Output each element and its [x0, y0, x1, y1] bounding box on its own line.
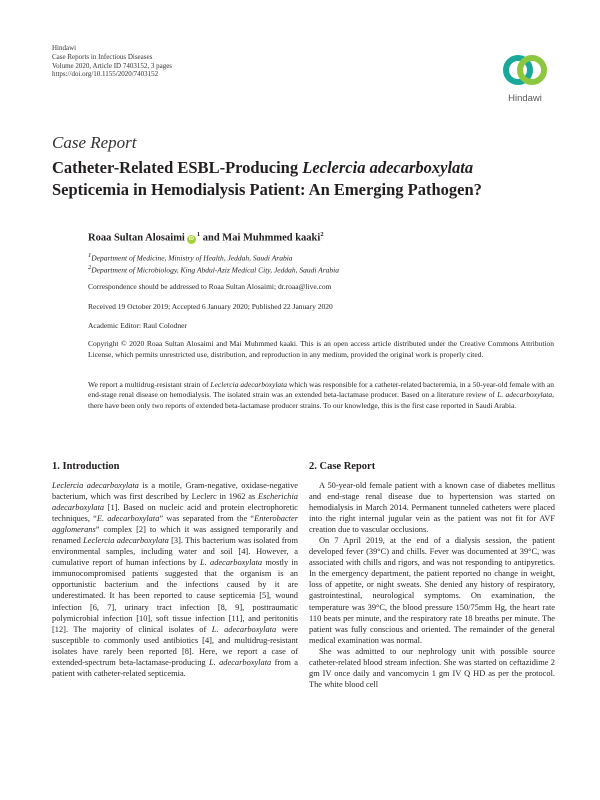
affiliation-text: Department of Microbiology, King Abdul-Aziz Medical City, Jeddah, Saudi Arabia	[91, 265, 340, 275]
affiliation-text: Department of Medicine, Ministry of Health, Jeddah, Saudi Arabia	[91, 253, 293, 263]
intro-paragraph: Leclercia adecarboxylata is a motile, Gram-negative, oxidase-negative bacterium, which was first described by Leclerc in 1962 as Escherichia adecarboxylata [1]. Based on nucleic acid and protein electrophoretic techniques, “E. adecarboxylata” was separated from the “Enterobacter agglomerans” complex [2] to which it was assigned temporarily and renamed Leclercia adecarboxylata [3]. This bacterium was isolated from environmental samples, including water and soil [4]. However, a cumulative report of human infections by L. adecarboxylata mostly in immunocompromised patients suggested that the organism is an opportunistic bacterium and the infections caused by it are underestimated. It has been reported to cause septicemia [5], wound infection [6, 7], urinary tract infection [8, 9], posttraumatic polymicrobial infection [10], soft tissue infection [11], and peritonitis [12]. The majority of clinical isolates of L. adecarboxylata were susceptible to commonly used antibiotics [4], and multidrug-resistant isolates have rarely been reported [8]. Here, we report a case of extended-spectrum beta-lactamase-producing L. adecarboxylata from a patient with catheter-related septicemia.	[52, 481, 298, 678]
affiliation	[88, 252, 558, 263]
orcid-icon[interactable]: iD	[188, 235, 194, 242]
section-heading-case-report: 2. Case Report	[309, 461, 376, 472]
abstract	[88, 380, 554, 411]
case-paragraph: A 50-year-old female patient with a known case of diabetes mellitus and end-stage renal disease due to hypertension was started on hemodialysis in March 2014. Permanent tunneled catheters were placed into the right internal jugular vein as the patient was not fit for AVF creation due to vascular occlusions.	[309, 481, 555, 535]
author-sup: 1	[196, 231, 201, 238]
author-connector: and	[200, 232, 223, 244]
case-report-column	[309, 480, 555, 690]
hindawi-logo-icon	[500, 50, 550, 92]
abstract-italic: Leclercia adecarboxylata	[210, 380, 288, 389]
affiliation	[88, 264, 558, 275]
correspondence: Correspondence should be addressed to Roaa Sultan Alosaimi; dr.roaa@live.com	[88, 282, 332, 291]
title-line1-italic: Leclercia adecarboxylata	[302, 158, 474, 177]
article-title	[52, 157, 572, 201]
title-line2: Septicemia in Hemodialysis Patient: An Emerging Pathogen?	[52, 180, 482, 199]
academic-editor: Academic Editor: Raul Colodner	[88, 321, 187, 330]
abstract-text: which was responsible for a catheter-related bacteremia, in a 50-year-old female with an end-stage renal disease on hemodialysis. The isolated strain was an extended beta-lactamase producer. Based on a literature review of	[88, 380, 554, 400]
copyright-notice: Copyright © 2020 Roaa Sultan Alosaimi and Mai Muhmmed kaaki. This is an open access article distributed under the Creative Commons Attribution License, which permits unrestricted use, distribution, and reproduction in any medium, provided the original work is properly cited.	[88, 339, 554, 359]
journal-info	[52, 44, 172, 79]
title-line1-prefix: Catheter-Related ESBL-Producing	[52, 158, 303, 177]
author-list	[88, 231, 324, 244]
author-name: Roaa Sultan Alosaimi	[88, 232, 185, 244]
affiliation-sup: 1	[88, 252, 92, 259]
abstract-italic: L. adecarboxylata	[497, 390, 553, 400]
author-sup: 2	[320, 231, 324, 238]
abstract-text: , there have been only two reports of extended beta-lactamase producer strains. To our knowledge, this is the first case reported in Saudi Arabia.	[88, 390, 555, 410]
introduction-column	[52, 480, 298, 679]
hindawi-logo	[500, 50, 550, 104]
publisher-name: Hindawi	[52, 44, 77, 52]
volume-info: Volume 2020, Article ID 7403152, 3 pages	[52, 61, 173, 70]
abstract-text: We report a multidrug-resistant strain of	[88, 380, 211, 389]
case-paragraph: She was admitted to our nephrology unit with possible source catheter-related blood stream infection. She was started on ceftazidime 2 gm IV once daily and vancomycin 1 gm IV Q HD as per the protocol. The white blood cell	[309, 646, 555, 689]
hindawi-logo-text: Hindawi	[508, 93, 542, 104]
affiliation-sup: 2	[88, 264, 92, 271]
author-name: Mai Muhmmed kaaki	[222, 232, 321, 244]
case-paragraph: On 7 April 2019, at the end of a dialysis session, the patient developed fever (39°C) and chills. Fever was documented at 39°C, was associated with chills and rigors, and was not responding to antipyretics. In the emergency department, the patient reported no change in weight, loss of appetite, or night sweats. She denied any history of respiratory, gastrointestinal, neurological symptoms. On examination, the temperature was 39°C, the blood pressure 150/75mm Hg, the heart rate 110 beats per minute, and the respiratory rate 18 breaths per minute. The patient was fully conscious and oriented. The remainder of the general medical examination was normal.	[309, 536, 555, 645]
journal-name: Case Reports in Infectious Diseases	[52, 52, 153, 61]
article-type: Case Report	[52, 133, 137, 152]
section-heading-introduction: 1. Introduction	[52, 461, 120, 472]
publication-dates: Received 19 October 2019; Accepted 6 January 2020; Published 22 January 2020	[88, 302, 333, 311]
doi-link[interactable]: https://doi.org/10.1155/2020/7403152	[52, 70, 159, 79]
